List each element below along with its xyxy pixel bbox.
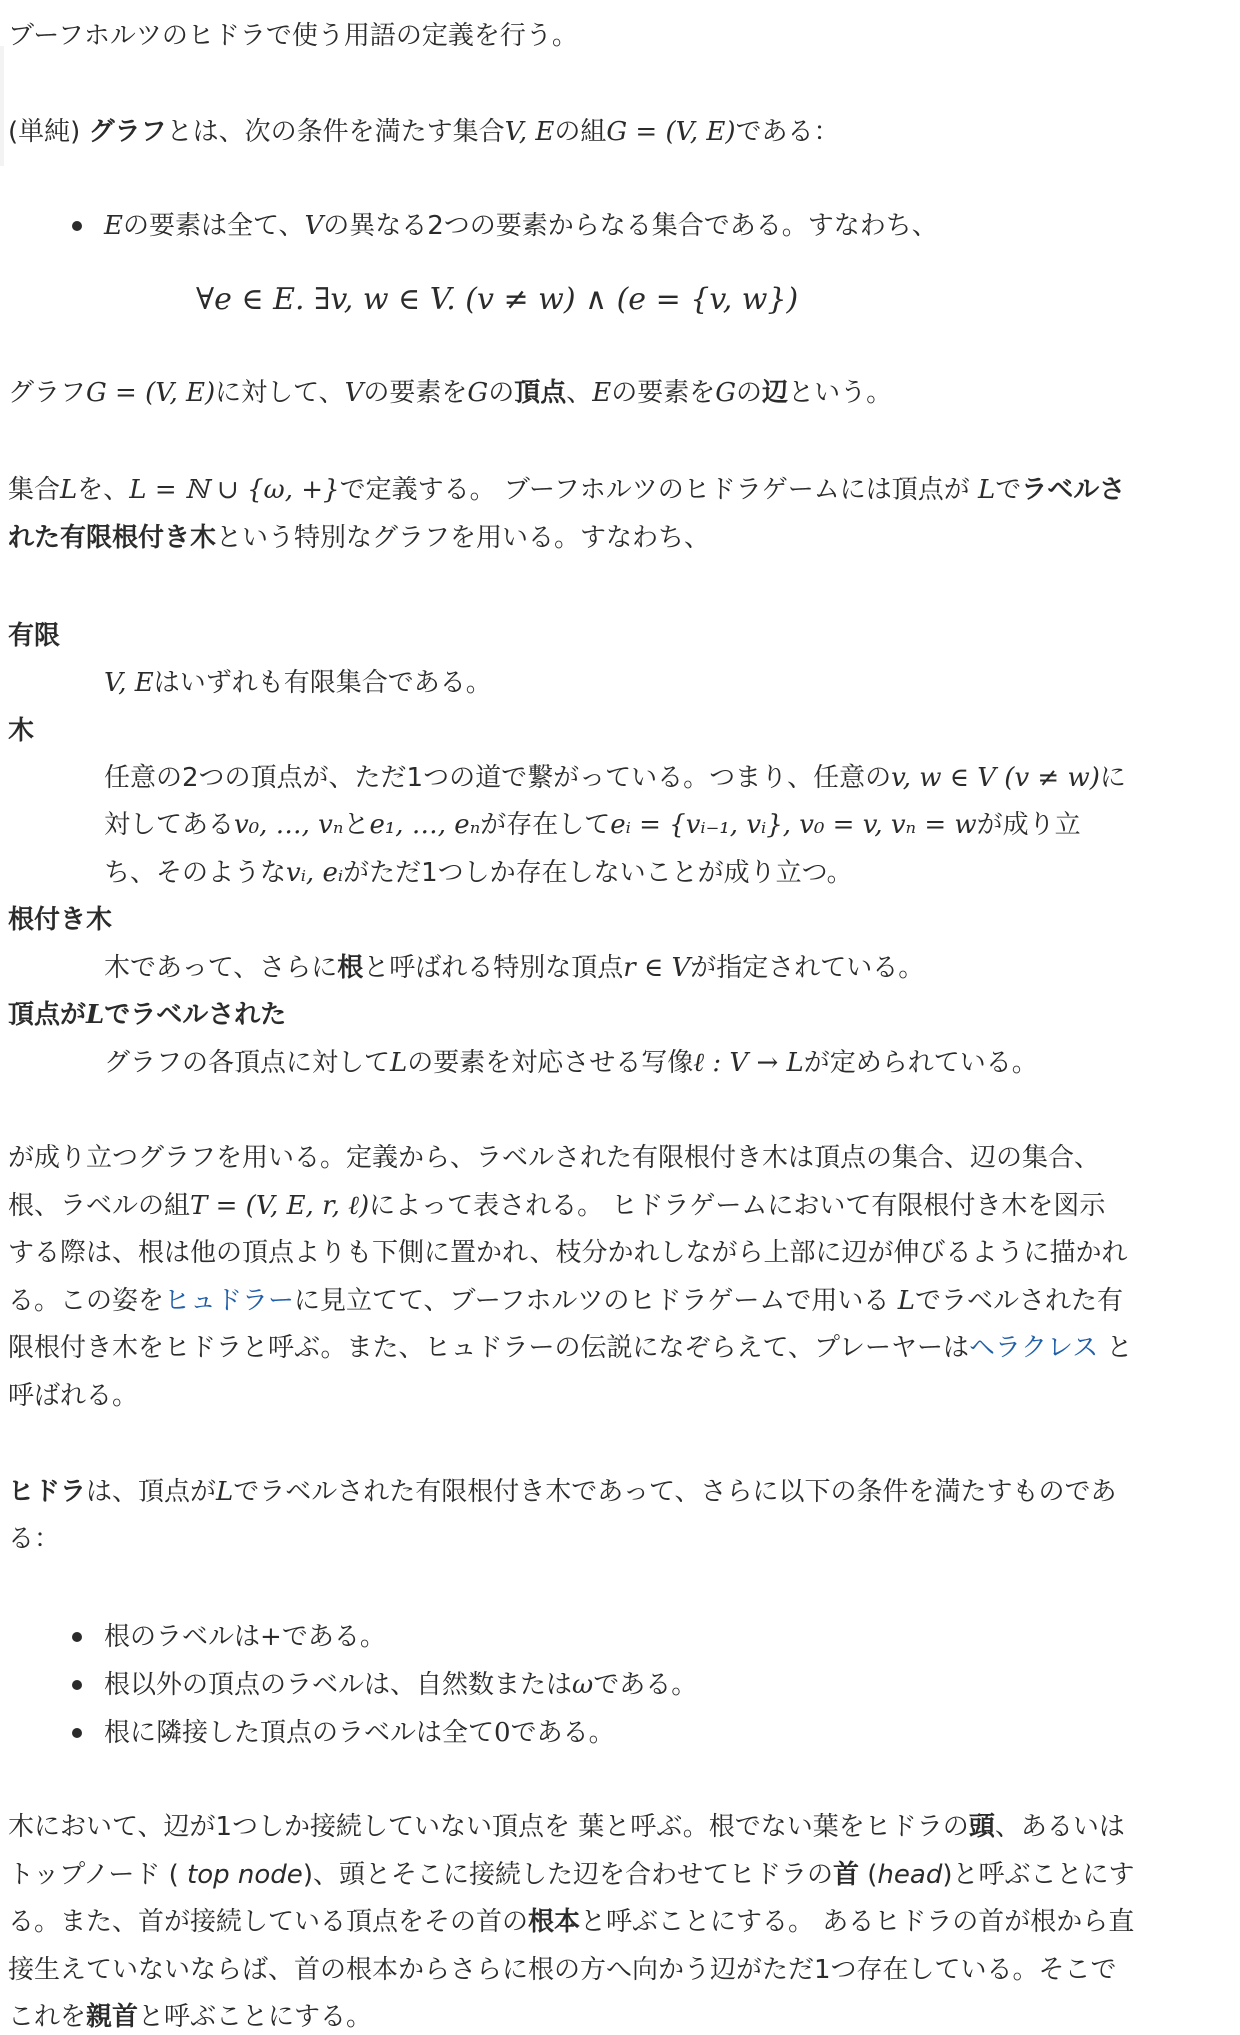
term-root: 根 bbox=[337, 953, 364, 983]
bullet-dot bbox=[72, 1632, 82, 1642]
term-finite: 有限 bbox=[8, 621, 61, 651]
para-hydra-line4: る。この姿をヒュドラーに見立てて、ブーフホルツのヒドラゲームで用いる Lでラベルされた有 bbox=[8, 1286, 1123, 1316]
term-rooted-tree: 根付き木 bbox=[8, 905, 113, 935]
bullet-edge-condition: Eの要素は全て、Vの異なる2つの要素からなる集合である。すなわち、 bbox=[104, 211, 938, 241]
bullet-dot bbox=[72, 1680, 82, 1690]
term-labeled-finite-rooted-tree: れた有限根付き木 bbox=[8, 523, 217, 553]
vertex-edge-definition: グラフG = (V, E)に対して、Vの要素をGの頂点、Eの要素をGの辺という。 bbox=[8, 378, 893, 408]
term-head: 頭 bbox=[968, 1812, 995, 1842]
term-labeled: 頂点がLでラベルされた bbox=[8, 1000, 287, 1030]
intro-text: ブーフホルツのヒドラで使う用語の定義を行う。 bbox=[8, 21, 578, 51]
bullet-root-label: 根のラベルは+である。 bbox=[104, 1622, 386, 1652]
final-para-line1: 木において、辺が1つしか接続していない頂点を 葉と呼ぶ。根でない葉をヒドラの頭、あるいは bbox=[8, 1812, 1125, 1842]
term-neck: 首 bbox=[832, 1860, 859, 1890]
desc-finite: V, Eはいずれも有限集合である。 bbox=[104, 668, 492, 698]
graph-definition: (単純) グラフとは、次の条件を満たす集合V, Eの組G = (V, E)である： bbox=[8, 117, 840, 147]
final-para-line4: 接生えていないならば、首の根本からさらに根の方へ向かう辺がただ1つ存在している。そこで bbox=[8, 1955, 1117, 1985]
term-tree: 木 bbox=[8, 716, 35, 746]
set-l-definition-line1: 集合Lを、L = ℕ ∪ {ω, +}で定義する。 ブーフホルツのヒドラゲームには頂点が Lでラベルさ bbox=[8, 475, 1126, 505]
bullet-nonroot-label: 根以外の頂点のラベルは、自然数またはωである。 bbox=[104, 1670, 698, 1700]
left-margin-bar bbox=[0, 46, 4, 166]
set-l-definition-line2: れた有限根付き木という特別なグラフを用いる。すなわち、 bbox=[8, 523, 711, 553]
para-hydra-line5: 限根付き木をヒドラと呼ぶ。また、ヒュドラーの伝説になぞらえて、プレーヤーはヘラクレス と bbox=[8, 1333, 1133, 1363]
final-para-line5: これを親首と呼ぶことにする。 bbox=[8, 2002, 373, 2032]
para-hydra-line3: する際は、根は他の頂点よりも下側に置かれ、枝分かれしながら上部に辺が伸びるように描かれ bbox=[8, 1238, 1128, 1268]
bullet-dot bbox=[72, 221, 82, 231]
final-para-line3: る。また、首が接続している頂点をその首の根本と呼ぶことにする。 あるヒドラの首が根から直 bbox=[8, 1907, 1135, 1937]
para-hydra-line6: 呼ばれる。 bbox=[8, 1381, 139, 1411]
para-hydra-line2: 根、ラベルの組T = (V, E, r, ℓ)によって表される。 ヒドラゲームにおいて有限根付き木を図示 bbox=[8, 1191, 1106, 1221]
hydra-definition-line1: ヒドラは、頂点がLでラベルされた有限根付き木であって、さらに以下の条件を満たすものであ bbox=[8, 1477, 1117, 1507]
bullet-adjacent-label: 根に隣接した頂点のラベルは全て0である。 bbox=[104, 1718, 615, 1748]
desc-tree-line1: 任意の2つの頂点が、ただ1つの道で繋がっている。つまり、任意のv, w ∈ V (v ≠ w)に bbox=[104, 763, 1126, 793]
term-graph: グラフ bbox=[88, 117, 167, 147]
term-base: 根本 bbox=[528, 1907, 581, 1937]
link-heracles[interactable]: ヘラクレス bbox=[968, 1333, 1099, 1363]
term-vertex: 頂点 bbox=[514, 378, 567, 408]
term-hydra: ヒドラ bbox=[8, 1477, 87, 1507]
bullet-dot bbox=[72, 1728, 82, 1738]
term-edge: 辺 bbox=[762, 378, 789, 408]
link-hydra-myth[interactable]: ヒュドラー bbox=[164, 1286, 295, 1316]
term-parent-neck: 親首 bbox=[86, 2002, 139, 2032]
final-para-line2: トップノード ( top node)、頭とそこに接続した辺を合わせてヒドラの首 (head)と呼ぶことにす bbox=[8, 1860, 1135, 1890]
hydra-definition-line2: る： bbox=[8, 1524, 61, 1554]
desc-tree-line3: ち、そのようなvᵢ, eᵢがただ1つしか存在しないことが成り立つ。 bbox=[104, 858, 853, 888]
edge-formula: ∀e ∈ E. ∃v, w ∈ V. (v ≠ w) ∧ (e = {v, w}) bbox=[196, 282, 799, 317]
desc-tree-line2: 対してあるv₀, …, vₙとe₁, …, eₙが存在してeᵢ = {vᵢ₋₁, vᵢ}, v₀ = v, vₙ = wが成り立 bbox=[104, 810, 1081, 840]
desc-rooted-tree: 木であって、さらに根と呼ばれる特別な頂点r ∈ Vが指定されている。 bbox=[104, 953, 925, 983]
desc-labeled: グラフの各頂点に対してLの要素を対応させる写像ℓ : V → Lが定められている。 bbox=[104, 1048, 1038, 1078]
para-hydra-line1: が成り立つグラフを用いる。定義から、ラベルされた有限根付き木は頂点の集合、辺の集合、 bbox=[8, 1143, 1101, 1173]
